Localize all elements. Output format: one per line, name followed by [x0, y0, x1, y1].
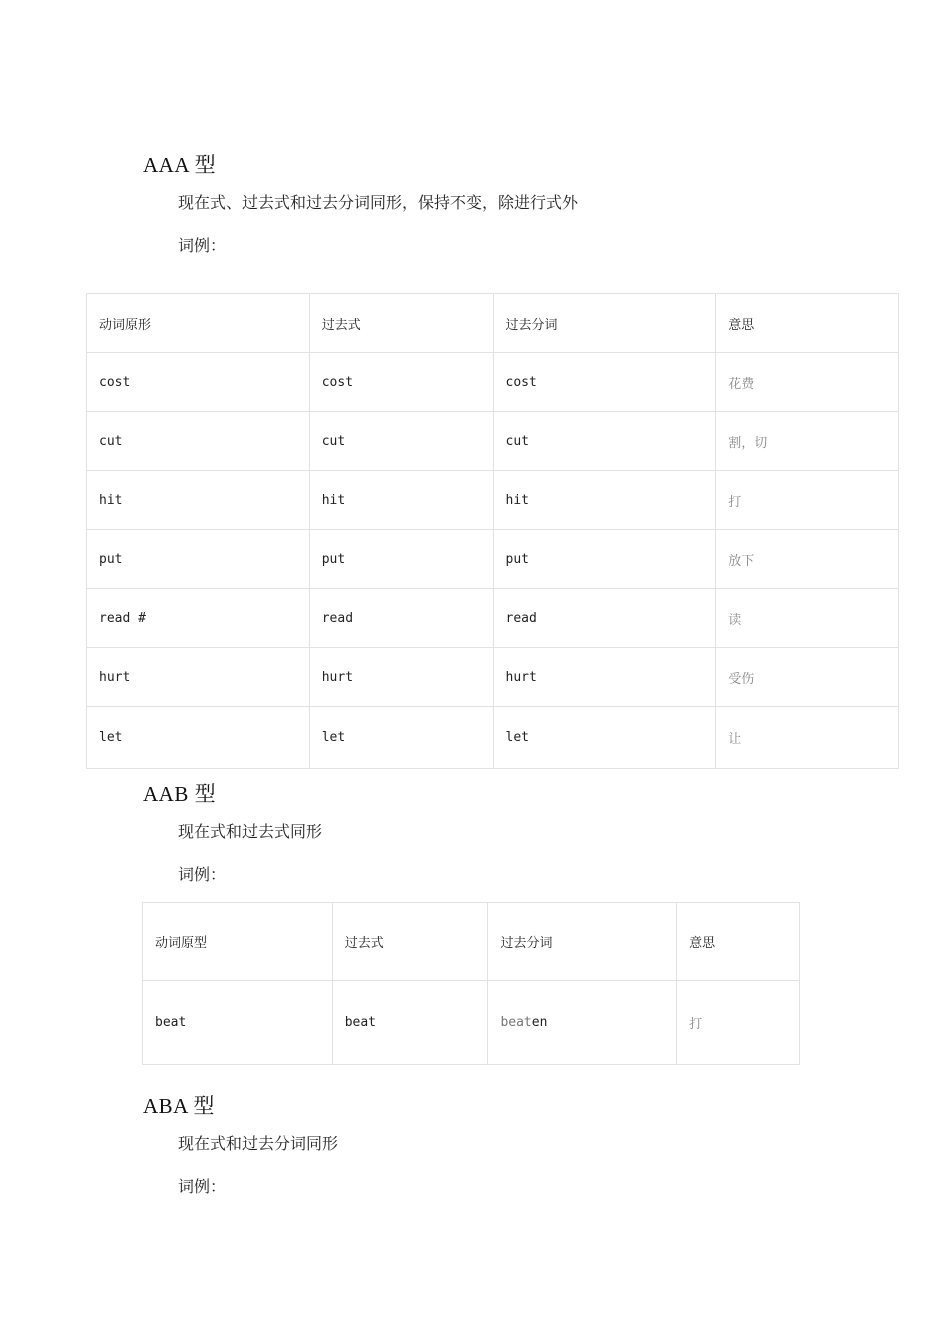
- header-base-form: 动词原形: [87, 294, 310, 353]
- table-row: [87, 353, 899, 412]
- table-row: [143, 981, 800, 1065]
- cell-meaning: 受伤: [716, 648, 899, 707]
- cell-meaning: 打: [716, 471, 899, 530]
- section-heading-aab: AAB 型: [143, 782, 217, 806]
- verb-table-aab: [142, 902, 800, 1065]
- header-past-tense: 过去式: [332, 903, 488, 981]
- cell-past-tense: beat: [332, 981, 488, 1065]
- cell-past-tense: cut: [309, 412, 493, 471]
- cell-past-participle: hit: [493, 471, 716, 530]
- cell-meaning: 割，切: [716, 412, 899, 471]
- table-row: [87, 412, 899, 471]
- cell-base-form: cut: [87, 412, 310, 471]
- example-label-aba: 词例：: [178, 1177, 227, 1196]
- table-header-row: [87, 294, 899, 353]
- cell-past-participle: read: [493, 589, 716, 648]
- cell-past-tense: put: [309, 530, 493, 589]
- cell-base-form: read #: [87, 589, 310, 648]
- cell-meaning: 放下: [716, 530, 899, 589]
- cell-past-tense: read: [309, 589, 493, 648]
- header-meaning: 意思: [677, 903, 800, 981]
- table-row: [87, 471, 899, 530]
- section-description-aab: 现在式和过去式同形: [178, 822, 323, 841]
- table-row: [87, 530, 899, 589]
- cell-base-form: cost: [87, 353, 310, 412]
- example-label-aaa: 词例：: [178, 236, 227, 255]
- section-description-aba: 现在式和过去分词同形: [178, 1134, 339, 1153]
- header-meaning: 意思: [716, 294, 899, 353]
- cell-past-tense: cost: [309, 353, 493, 412]
- verb-table-aaa: [86, 293, 899, 769]
- table-row: [87, 589, 899, 648]
- cell-base-form: beat: [143, 981, 333, 1065]
- cell-meaning: 让: [716, 707, 899, 769]
- header-base-form: 动词原型: [143, 903, 333, 981]
- cell-past-participle: let: [493, 707, 716, 769]
- participle-suffix: en: [531, 1015, 548, 1030]
- cell-past-participle: put: [493, 530, 716, 589]
- cell-past-tense: let: [309, 707, 493, 769]
- participle-stem: beat: [500, 1015, 532, 1030]
- section-description-aaa: 现在式、过去式和过去分词同形，保持不变，除进行式外: [178, 193, 579, 212]
- cell-base-form: hurt: [87, 648, 310, 707]
- cell-meaning: 读: [716, 589, 899, 648]
- cell-past-tense: hit: [309, 471, 493, 530]
- cell-meaning: 打: [677, 981, 800, 1065]
- cell-past-participle: cut: [493, 412, 716, 471]
- table-row: [87, 648, 899, 707]
- cell-base-form: let: [87, 707, 310, 769]
- section-heading-aba: ABA 型: [143, 1094, 215, 1118]
- cell-base-form: put: [87, 530, 310, 589]
- section-heading-aaa: AAA 型: [143, 153, 217, 177]
- table-row: [87, 707, 899, 769]
- cell-base-form: hit: [87, 471, 310, 530]
- header-past-participle: 过去分词: [488, 903, 677, 981]
- header-past-participle: 过去分词: [493, 294, 716, 353]
- cell-past-participle: cost: [493, 353, 716, 412]
- example-label-aab: 词例：: [178, 865, 227, 884]
- table-header-row: [143, 903, 800, 981]
- cell-past-participle: [488, 981, 677, 1065]
- header-past-tense: 过去式: [309, 294, 493, 353]
- cell-past-tense: hurt: [309, 648, 493, 707]
- cell-meaning: 花费: [716, 353, 899, 412]
- cell-past-participle: hurt: [493, 648, 716, 707]
